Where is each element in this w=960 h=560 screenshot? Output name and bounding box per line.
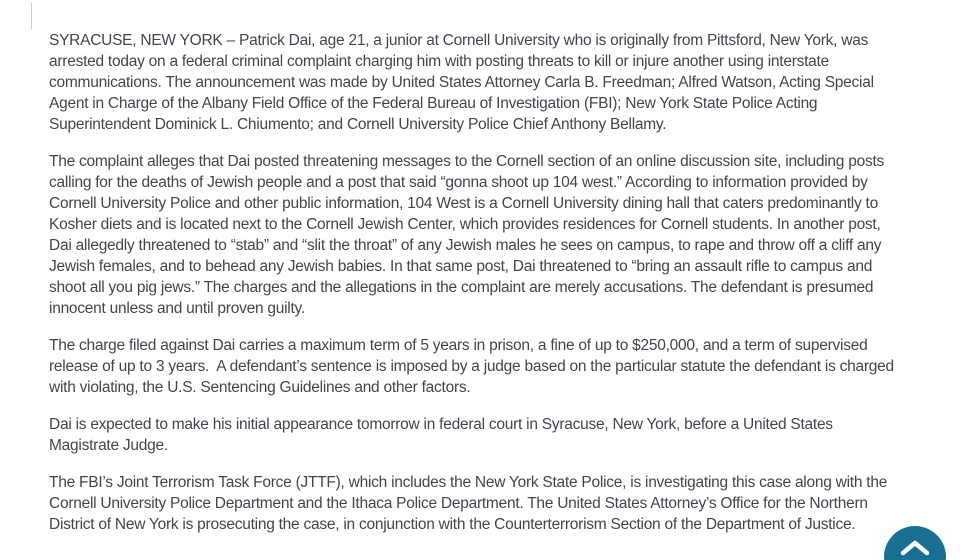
paragraph-charges-penalties: The charge filed against Dai carries a maximum term of 5 years in prison, a fine of up to $250,000, and a term of supervised release of up to 3 years. A defendant’s sentence is imposed by a judge based on the particular statute the defendant is charged with violating, the U.S. Sentencing Guidelines and other factors. [49,337,898,396]
chevron-up-icon [898,526,932,557]
paragraph-complaint-allegations: The complaint alleges that Dai posted threatening messages to the Cornell section of an online discussion site, including posts calling for the deaths of Jewish people and a post that said “gonna shoot up 104 west.” According to information provided by Cornell University Police and other public information, 104 West is a Cornell University dining hall that caters predominantly to Kosher diets and is located next to the Cornell Jewish Center, which provides residences for Cornell students. In another post, Dai allegedly threatened to “stab” and “slit the throat” of any Jewish males he sees on campus, to rape and throw off a cliff any Jewish females, and to behead any Jewish babies. In that same post, Dai threatened to “bring an assault rifle to campus and shoot all you pig jews.” The charges and the allegations in the complaint are merely accusations. The defendant is presumed innocent unless and until proven guilty. [49,153,889,317]
paragraph-initial-appearance: Dai is expected to make his initial appearance tomorrow in federal court in Syracuse, New York, before a United States Magistrate Judge. [49,416,837,454]
paragraph-intro: SYRACUSE, NEW YORK – Patrick Dai, age 21, a junior at Cornell University who is originally from Pittsford, New York, was arrested today on a federal criminal complaint charging him with posting threats to kill or injure another using interstate communications. The announcement was made by United States Attorney Carla B. Freedman; Alfred Watson, Acting Special Agent in Charge of the Albany Field Office of the Federal Bureau of Investigation (FBI); New York State Police Acting Superintendent Dominick L. Chiumento; and Cornell University Police Chief Anthony Bellamy. [49,32,878,133]
paragraph-investigating-agencies: The FBI’s Joint Terrorism Task Force (JTTF), which includes the New York State Police, is investigating this case along with the Cornell University Police Department and the Ithaca Police Department. The United States Attorney’s Office for the Northern District of New York is prosecuting the case, in conjunction with the Counterterrorism Section of the Department of Justice. [49,474,892,533]
